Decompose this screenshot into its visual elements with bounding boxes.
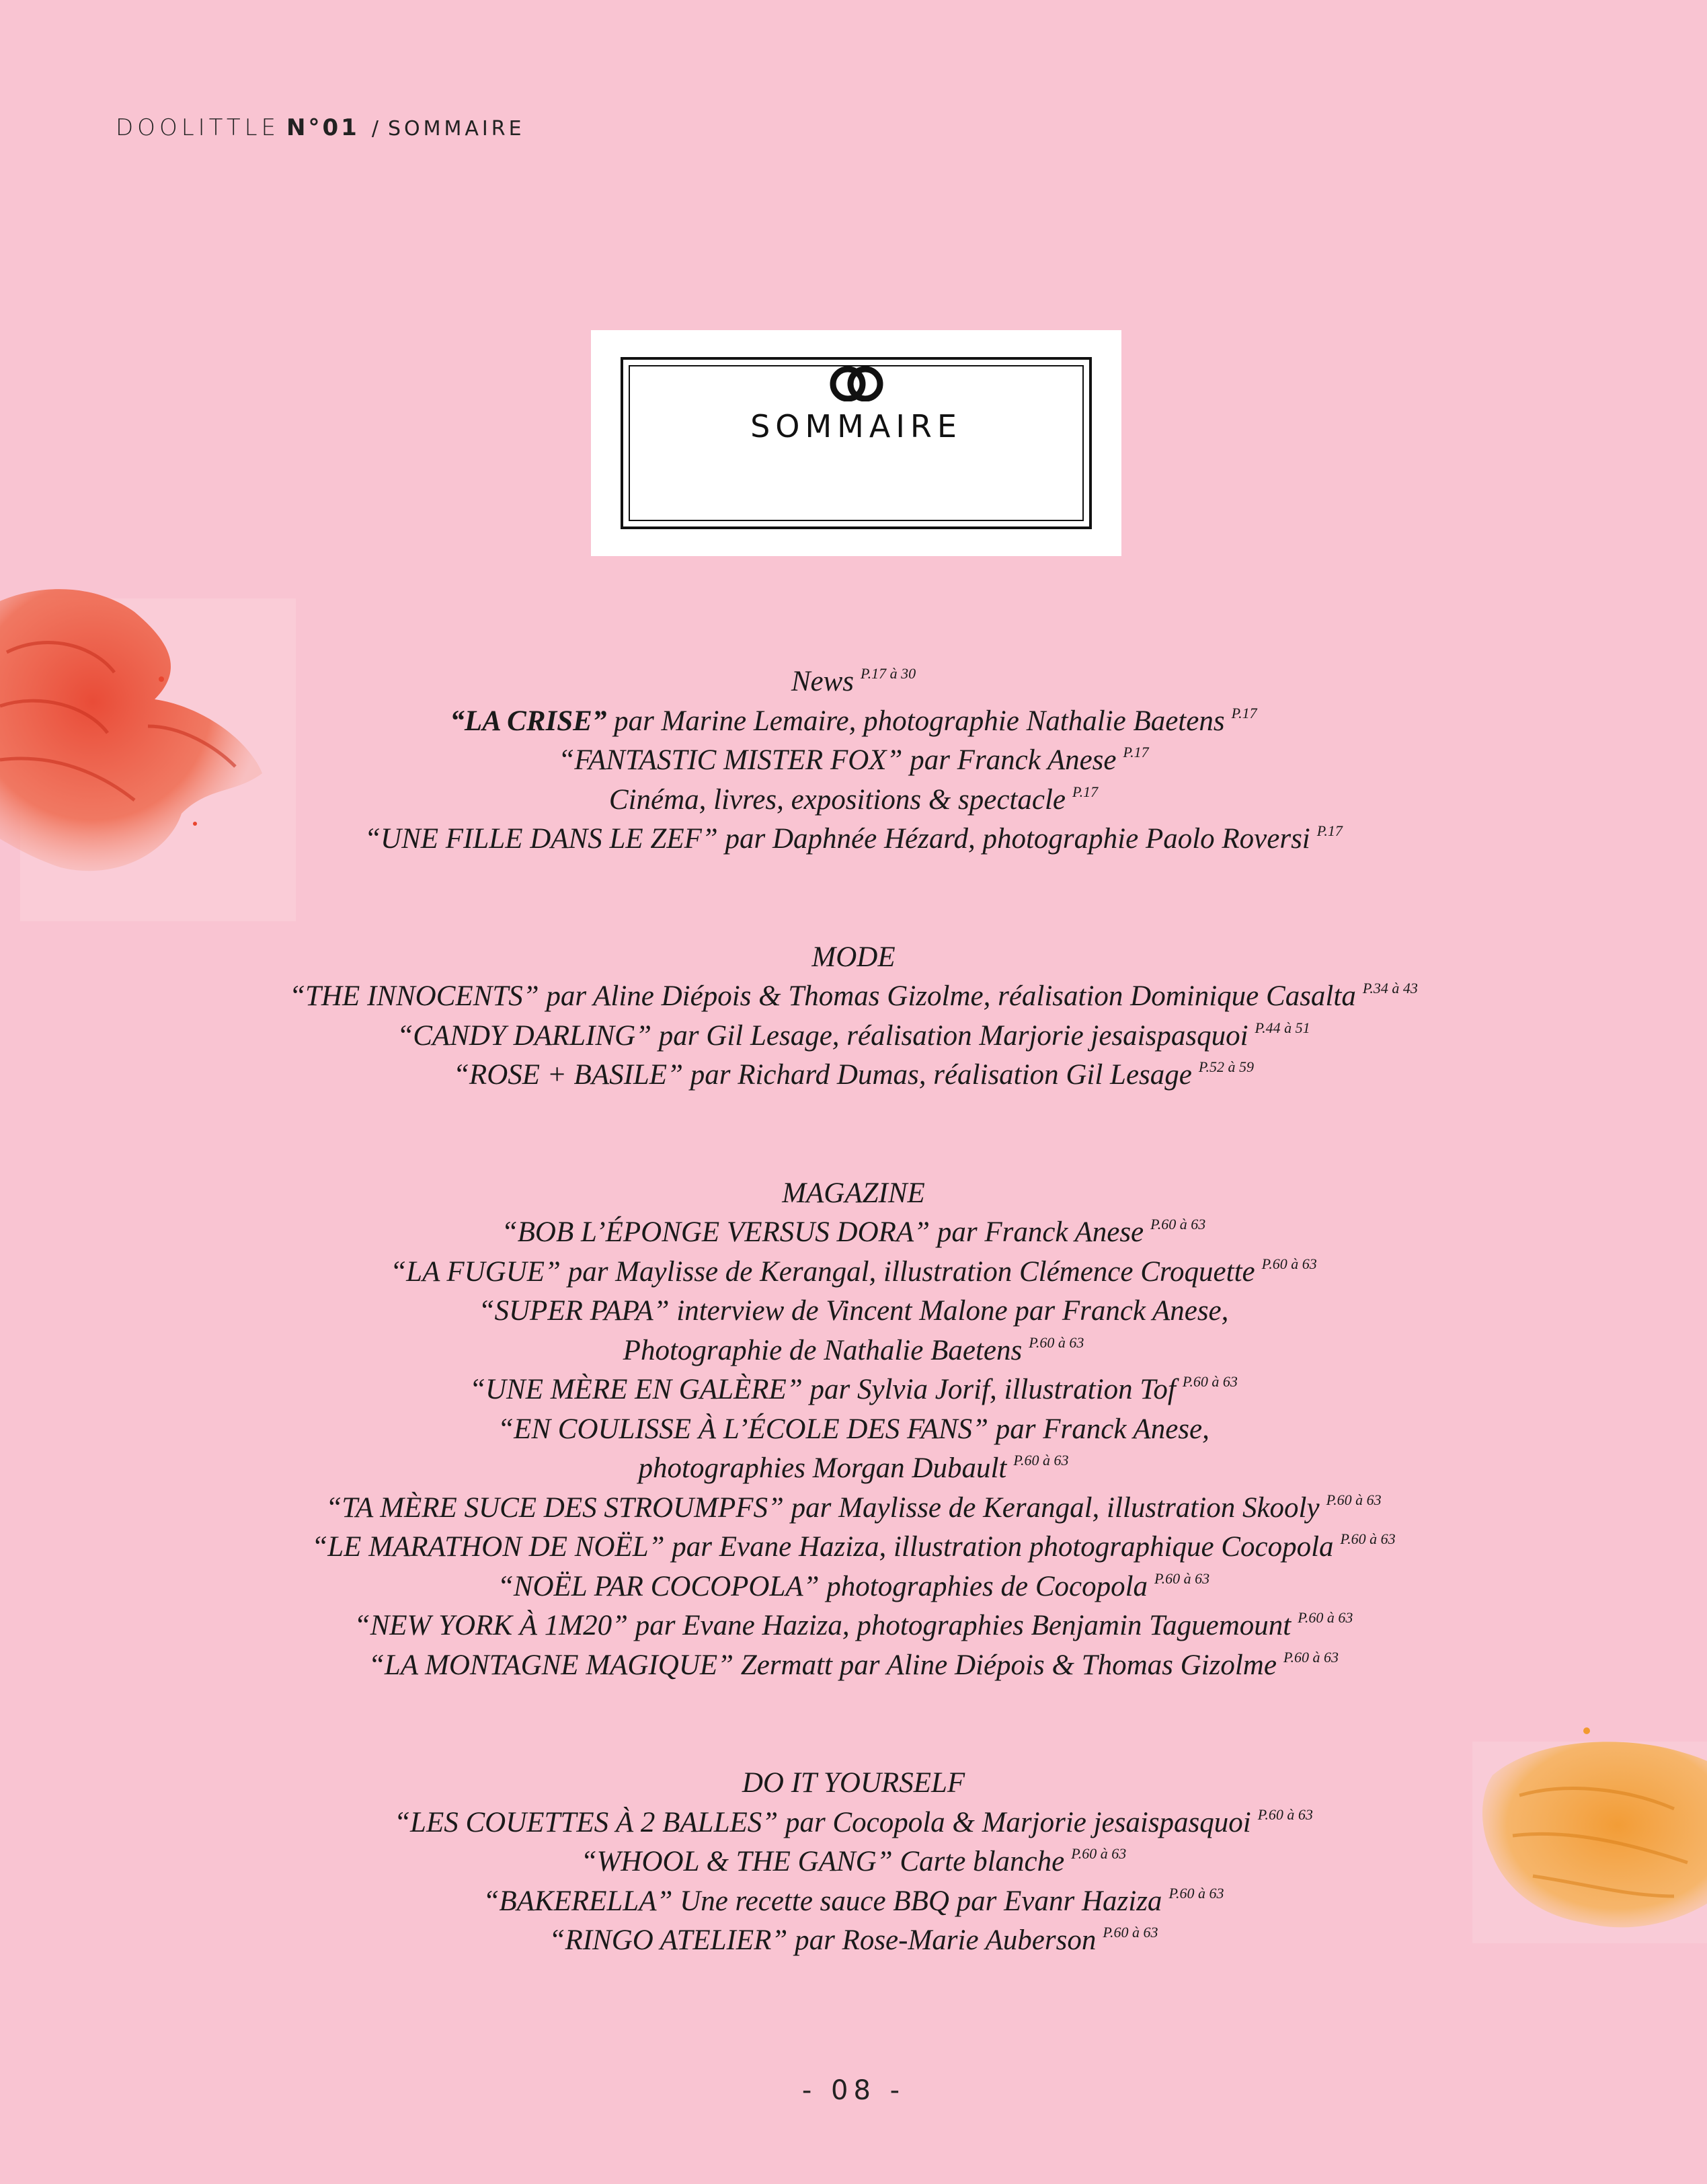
toc-entry-text: “CANDY DARLING” par Gil Lesage, réalisation Marjorie jesaispasquoi (397, 1019, 1248, 1052)
toc-entry-pages: P.60 à 63 (1168, 1884, 1224, 1902)
table-of-contents (0, 662, 1707, 1961)
toc-entry-text: “UNE MÈRE EN GALÈRE” par Sylvia Jorif, illustration Tof (469, 1374, 1176, 1405)
toc-entry-pages: P.60 à 63 (1326, 1491, 1382, 1508)
toc-entry-pages: P.52 à 59 (1198, 1058, 1254, 1075)
toc-entry (0, 1528, 1707, 1567)
sommaire-logo-box (591, 330, 1121, 556)
toc-entry-pages: P.60 à 63 (1154, 1569, 1210, 1587)
toc-entry-pages: P.60 à 63 (1340, 1530, 1396, 1547)
section-page-range: P.17 à 30 (861, 665, 916, 682)
section-title (0, 938, 1707, 978)
toc-entry (0, 1410, 1707, 1450)
toc-entry-pages: P.44 à 51 (1255, 1019, 1310, 1036)
section-title-text: DO IT YOURSELF (742, 1767, 965, 1799)
section-gap (0, 1095, 1707, 1174)
toc-entry (0, 1292, 1707, 1331)
section-title (0, 1764, 1707, 1803)
toc-entry (0, 1567, 1707, 1607)
toc-entry-pages: P.60 à 63 (1182, 1373, 1238, 1390)
toc-entry-text: “UNE FILLE DANS LE ZEF” par Daphnée Hézard, photographie Paolo Roversi (364, 823, 1310, 855)
toc-entry-text: “FANTASTIC MISTER FOX” par Franck Anese (558, 744, 1117, 776)
page-number: - 08 - (801, 2075, 906, 2106)
toc-entry-text: “THE INNOCENTS” par Aline Diépois & Thomas Gizolme, réalisation Dominique Casalta (289, 980, 1356, 1012)
section-title (0, 662, 1707, 702)
toc-entry-text: “TA MÈRE SUCE DES STROUMPFS” par Maylisse de Kerangal, illustration Skooly (325, 1491, 1320, 1524)
toc-entry-pages: P.17 (1316, 822, 1343, 839)
toc-entry (0, 1606, 1707, 1646)
toc-entry (0, 977, 1707, 1017)
logo-wordmark: SOMMAIRE (750, 408, 962, 444)
toc-entry (0, 1646, 1707, 1686)
toc-entry (0, 702, 1707, 742)
toc-entry-text: “BOB L’ÉPONGE VERSUS DORA” par Franck Anese (501, 1216, 1144, 1248)
toc-entry (0, 781, 1707, 820)
toc-entry (0, 1253, 1707, 1292)
toc-entry-text: “NEW YORK À 1M20” par Evane Haziza, photographies Benjamin Taguemount (354, 1610, 1292, 1641)
section-gap (0, 859, 1707, 938)
section-title-text: MAGAZINE (782, 1177, 925, 1209)
section-title-text: News (791, 666, 855, 697)
toc-entry-pages: P.17 (1123, 744, 1149, 760)
toc-entry (0, 820, 1707, 859)
header-separator: / (371, 117, 383, 141)
issue-number: N°01 (286, 114, 360, 141)
toc-entry-text: “WHOOL & THE GANG” Carte blanche (580, 1846, 1065, 1877)
toc-entry-text: “ROSE + BASILE” par Richard Dumas, réalisation Gil Lesage (453, 1059, 1192, 1091)
toc-entry (0, 1017, 1707, 1056)
toc-entry-text: photographies Morgan Dubault (638, 1452, 1007, 1484)
toc-entry-text: par Marine Lemaire, photographie Nathalie Baetens (606, 705, 1225, 737)
header-section: SOMMAIRE (387, 117, 525, 141)
toc-entry (0, 1213, 1707, 1253)
section-gap (0, 1685, 1707, 1764)
section-title (0, 1174, 1707, 1214)
toc-entry-pages: P.17 (1072, 783, 1099, 800)
toc-entry (0, 1803, 1707, 1843)
toc-entry-text: “SUPER PAPA” interview de Vincent Malone par Franck Anese, (478, 1295, 1229, 1327)
toc-entry-pages: P.60 à 63 (1071, 1845, 1127, 1862)
toc-entry (0, 1921, 1707, 1961)
toc-entry-text: “LES COUETTES À 2 BALLES” par Cocopola & Marjorie jesaispasquoi (394, 1806, 1251, 1838)
double-ring-icon (828, 366, 885, 401)
toc-entry-pages: P.60 à 63 (1150, 1216, 1206, 1233)
toc-entry-pages: P.60 à 63 (1013, 1452, 1069, 1469)
section-title-text: MODE (811, 941, 896, 973)
toc-entry-pages: P.60 à 63 (1029, 1333, 1084, 1351)
toc-entry-pages: P.60 à 63 (1257, 1805, 1313, 1823)
toc-entry-pages: P.60 à 63 (1261, 1255, 1317, 1272)
toc-entry (0, 1056, 1707, 1095)
toc-entry-pages: P.60 à 63 (1298, 1609, 1353, 1626)
toc-entry (0, 1370, 1707, 1410)
toc-entry (0, 741, 1707, 781)
toc-entry-text: “NOËL PAR COCOPOLA” photographies de Cocopola (497, 1570, 1148, 1602)
toc-entry (0, 1449, 1707, 1489)
toc-entry-text: Cinéma, livres, expositions & spectacle (608, 783, 1066, 816)
toc-entry-text: Photographie de Nathalie Baetens (623, 1334, 1023, 1366)
toc-entry-text: “BAKERELLA” Une recette sauce BBQ par Evanr Haziza (483, 1885, 1162, 1917)
toc-entry-bold-title: “LA CRISE” (450, 705, 607, 737)
toc-entry-text: “RINGO ATELIER” par Rose-Marie Auberson (549, 1924, 1097, 1956)
toc-entry-pages: P.60 à 63 (1103, 1924, 1158, 1941)
magazine-brand: DOOLITTLE (116, 114, 280, 141)
toc-entry (0, 1882, 1707, 1922)
toc-entry-pages: P.34 à 43 (1362, 980, 1418, 997)
toc-entry-text: “LA FUGUE” par Maylisse de Kerangal, illustration Clémence Croquette (390, 1255, 1255, 1288)
toc-entry (0, 1842, 1707, 1882)
toc-entry (0, 1489, 1707, 1528)
toc-entry-pages: P.17 (1231, 704, 1257, 722)
toc-entry-pages: P.60 à 63 (1283, 1648, 1339, 1666)
toc-entry (0, 1331, 1707, 1371)
toc-entry-text: “LA MONTAGNE MAGIQUE” Zermatt par Aline Diépois & Thomas Gizolme (368, 1649, 1277, 1681)
toc-entry-text: “EN COULISSE À L’ÉCOLE DES FANS” par Franck Anese, (498, 1413, 1209, 1445)
toc-entry-text: “LE MARATHON DE NOËL” par Evane Haziza, illustration photographique Cocopola (311, 1531, 1334, 1563)
running-header (116, 114, 525, 141)
